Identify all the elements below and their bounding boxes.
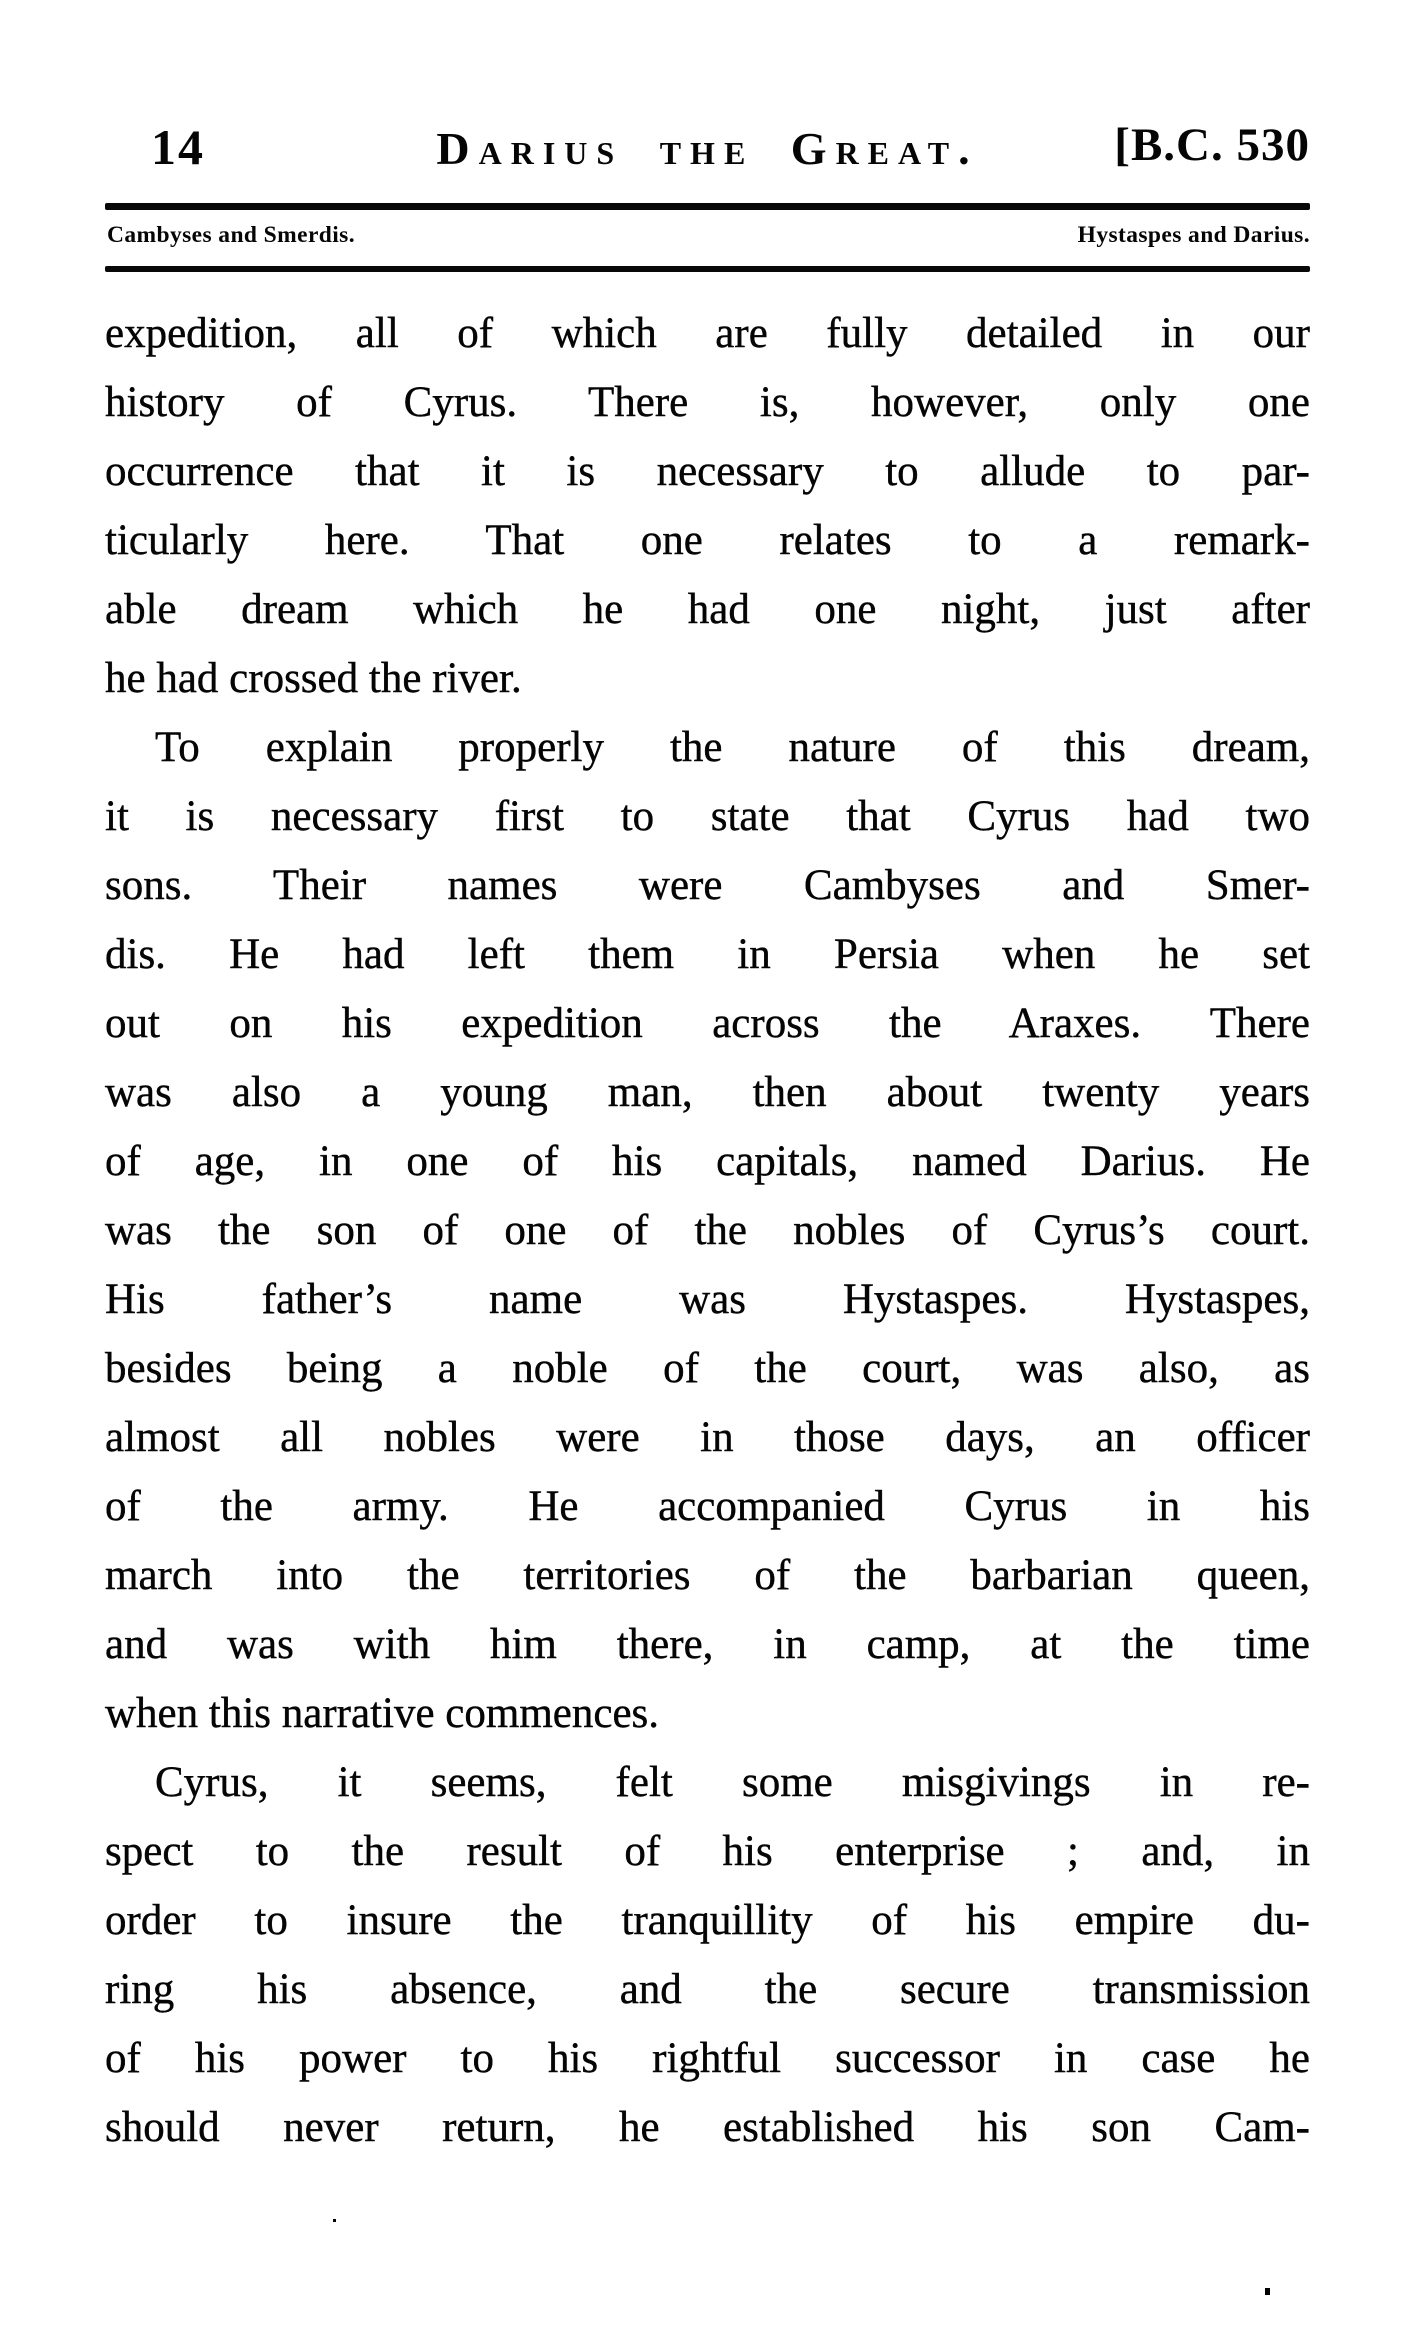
- header-title: Darius the Great.: [436, 123, 979, 174]
- page-header: [105, 118, 1310, 174]
- body-line: was the son of one of the nobles of Cyrus’s court.: [105, 1207, 1310, 1254]
- body-line: Cyrus, it seems, felt some misgivings in re-: [155, 1759, 1310, 1806]
- running-head-right: Hystaspes and Darius.: [1077, 222, 1310, 248]
- body-line: spect to the result of his enterprise ; and, in: [105, 1828, 1310, 1875]
- body-line: he had crossed the river.: [105, 655, 522, 702]
- body-line: ticularly here. That one relates to a remark-: [105, 517, 1310, 564]
- header-date: [B.C. 530: [1114, 119, 1310, 171]
- body-line: should never return, he established his son Cam-: [105, 2104, 1310, 2151]
- bottom-rule: [105, 266, 1310, 272]
- top-rule: [105, 203, 1310, 210]
- body-line: occurrence that it is necessary to allude to par-: [105, 448, 1310, 495]
- body-line: was also a young man, then about twenty years: [105, 1069, 1310, 1116]
- body-line: it is necessary first to state that Cyrus had two: [105, 793, 1310, 840]
- body-line: of the army. He accompanied Cyrus in his: [105, 1483, 1310, 1530]
- body-line: able dream which he had one night, just after: [105, 586, 1310, 633]
- body-text: [105, 299, 1310, 2162]
- body-line: when this narrative commences.: [105, 1690, 660, 1737]
- running-heads: [107, 222, 1310, 256]
- body-line: sons. Their names were Cambyses and Smer-: [105, 862, 1310, 909]
- body-line: dis. He had left them in Persia when he set: [105, 931, 1310, 978]
- body-line: almost all nobles were in those days, an officer: [105, 1414, 1310, 1461]
- running-head-left: Cambyses and Smerdis.: [107, 222, 356, 248]
- body-line: of age, in one of his capitals, named Darius. He: [105, 1138, 1310, 1185]
- body-line: march into the territories of the barbarian queen,: [105, 1552, 1310, 1599]
- body-line: history of Cyrus. There is, however, only one: [105, 379, 1310, 426]
- body-line: His father’s name was Hystaspes. Hystaspes,: [105, 1276, 1310, 1323]
- scan-speck: [1265, 2288, 1270, 2295]
- page-number: 14: [151, 119, 205, 175]
- body-line: and was with him there, in camp, at the time: [105, 1621, 1310, 1668]
- body-line: besides being a noble of the court, was also, as: [105, 1345, 1310, 1392]
- body-line: To explain properly the nature of this dream,: [155, 724, 1310, 771]
- body-line: of his power to his rightful successor in case he: [105, 2035, 1310, 2082]
- body-line: ring his absence, and the secure transmission: [105, 1966, 1310, 2013]
- scan-speck: [333, 2219, 336, 2222]
- body-line: out on his expedition across the Araxes. There: [105, 1000, 1310, 1047]
- body-line: expedition, all of which are fully detailed in our: [105, 310, 1310, 357]
- body-line: order to insure the tranquillity of his empire du-: [105, 1897, 1310, 1944]
